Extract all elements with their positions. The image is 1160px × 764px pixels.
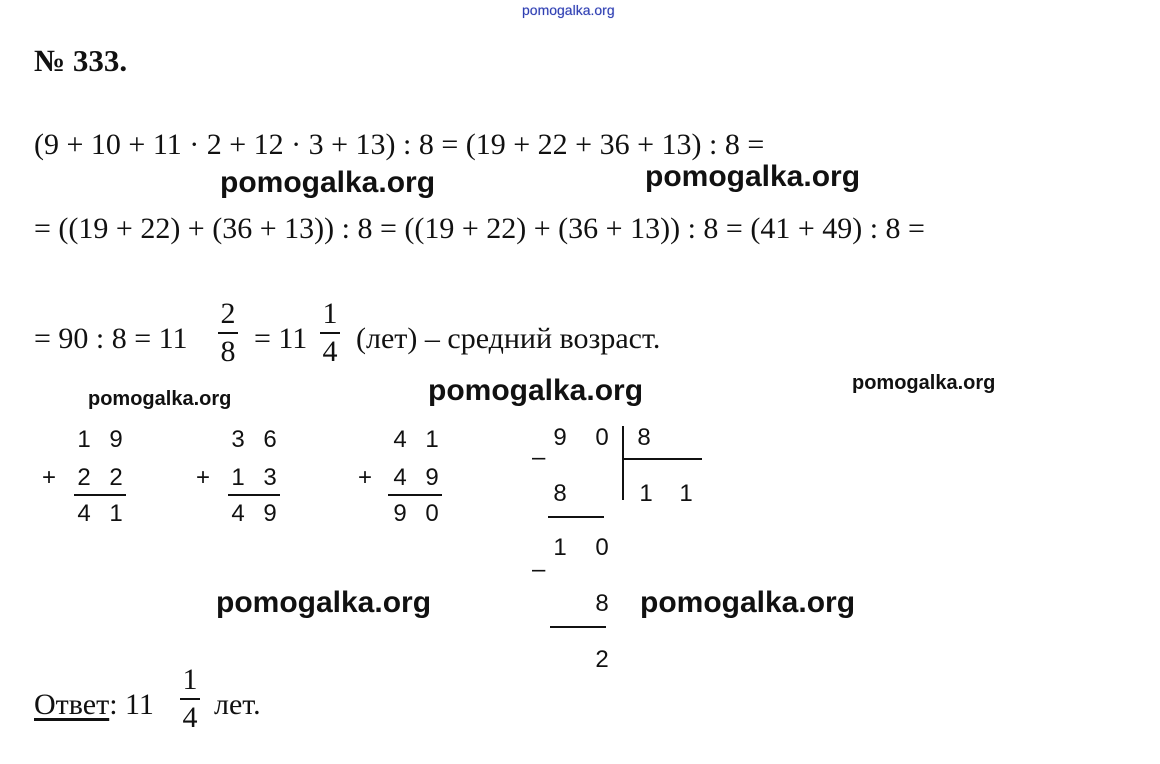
remainder: 2: [595, 646, 609, 673]
digit: 1: [679, 480, 693, 507]
answer-label: Ответ: [34, 688, 110, 721]
answer-colon: :: [109, 688, 118, 721]
fraction-denominator: 4: [322, 335, 338, 368]
subtract-line: [548, 516, 604, 518]
watermark-1: pomogalka.org: [220, 166, 436, 199]
digit: 2: [77, 464, 91, 491]
equation-line-2: = ((19 + 22) + (36 + 13)) : 8 = ((19 + 22) + (36 + 13)) : 8 = (41 + 49) : 8 =: [34, 212, 925, 245]
equation-line-3-part2: = 11: [254, 322, 308, 355]
fraction-bar: [180, 698, 200, 700]
digit: 9: [553, 424, 567, 451]
digit: 9: [425, 464, 439, 491]
digit: 1: [639, 480, 653, 507]
fraction-numerator: 2: [220, 297, 236, 330]
quotient-line: [622, 458, 702, 460]
digit: 1: [231, 464, 245, 491]
answer-unit: лет.: [214, 688, 261, 721]
fraction-2-8: [218, 298, 238, 368]
subtract-line: [550, 626, 606, 628]
digit: 0: [425, 500, 439, 527]
minus-sign: –: [532, 556, 546, 583]
divisor: 8: [637, 424, 651, 451]
digit: 8: [553, 480, 567, 507]
minus-sign: –: [532, 444, 546, 471]
digit: 1: [77, 426, 91, 453]
top-watermark: pomogalka.org: [522, 2, 615, 18]
digit: 3: [231, 426, 245, 453]
fraction-denominator: 8: [220, 335, 236, 368]
sum-line: [388, 494, 442, 496]
watermark-4: pomogalka.org: [428, 374, 644, 407]
digit: 9: [263, 500, 277, 527]
problem-number: № 333.: [34, 43, 128, 78]
answer-line: [34, 688, 154, 722]
digit: 4: [393, 464, 407, 491]
digit: 4: [393, 426, 407, 453]
plus-sign: +: [358, 464, 373, 491]
watermark-2: pomogalka.org: [645, 160, 861, 193]
watermark-6: pomogalka.org: [216, 586, 432, 619]
digit: 3: [263, 464, 277, 491]
plus-sign: +: [196, 464, 211, 491]
fraction-numerator: 1: [322, 297, 338, 330]
digit: 8: [595, 590, 609, 617]
sum-line: [74, 494, 126, 496]
fraction-bar: [218, 332, 238, 334]
answer-whole: 11: [125, 688, 154, 721]
watermark-3: pomogalka.org: [88, 388, 232, 410]
digit: 4: [77, 500, 91, 527]
digit: 0: [595, 424, 609, 451]
fraction-1-4: [320, 298, 340, 368]
digit: 1: [425, 426, 439, 453]
digit: 1: [109, 500, 123, 527]
equation-line-3-part1: = 90 : 8 = 11: [34, 322, 188, 355]
watermark-7: pomogalka.org: [640, 586, 856, 619]
watermark-5: pomogalka.org: [852, 372, 996, 394]
fraction-numerator: 1: [182, 663, 198, 696]
plus-sign: +: [42, 464, 57, 491]
sum-line: [228, 494, 280, 496]
equation-line-3-part3: (лет) – средний возраст.: [356, 322, 661, 355]
digit: 9: [109, 426, 123, 453]
digit: 1: [553, 534, 567, 561]
equation-line-1: (9 + 10 + 11 · 2 + 12 · 3 + 13) : 8 = (19 + 22 + 36 + 13) : 8 =: [34, 128, 765, 161]
division-bar: [622, 426, 624, 500]
answer-fraction: [180, 664, 200, 734]
fraction-bar: [320, 332, 340, 334]
digit: 6: [263, 426, 277, 453]
digit: 0: [595, 534, 609, 561]
digit: 4: [231, 500, 245, 527]
digit: 9: [393, 500, 407, 527]
digit: 2: [109, 464, 123, 491]
fraction-denominator: 4: [182, 701, 198, 734]
